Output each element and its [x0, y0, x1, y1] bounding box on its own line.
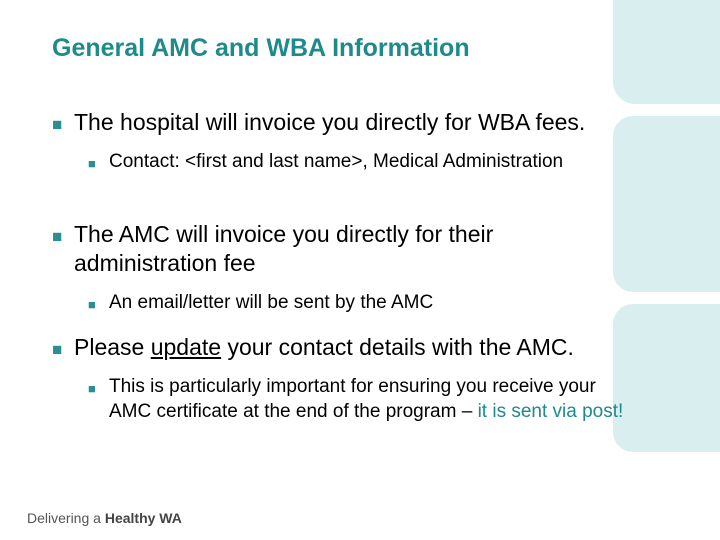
- sub-bullet-text: Contact: <first and last name>, Medical Administration: [109, 151, 564, 172]
- bullet-amc-fee: [52, 220, 634, 278]
- square-bullet-icon: ■: [88, 381, 96, 396]
- bullet-text-end: your contact details with the AMC.: [221, 334, 574, 360]
- footer-tagline: [27, 510, 182, 526]
- square-bullet-icon: ■: [52, 340, 63, 359]
- bullet-update-contact: [52, 333, 634, 362]
- bullet-wba-fees: [52, 108, 634, 137]
- slide-title: General AMC and WBA Information: [52, 34, 470, 62]
- square-bullet-icon: ■: [52, 115, 63, 134]
- sub-bullet-text: This is particularly important for ensuring you receive your AMC certificate at the end of the program –: [109, 376, 596, 422]
- square-bullet-icon: ■: [88, 156, 96, 171]
- square-bullet-icon: ■: [52, 227, 63, 246]
- sub-bullet-contact: [88, 149, 629, 174]
- bullet-text-start: Please: [74, 334, 151, 360]
- footer-emphasis: Healthy WA: [104, 510, 182, 526]
- underlined-word: update: [150, 334, 222, 360]
- bullet-text: The AMC will invoice you directly for their administration fee: [74, 221, 494, 276]
- sub-bullet-email: [88, 290, 629, 315]
- decorative-panel-top: [613, 0, 720, 104]
- bullet-text: The hospital will invoice you directly for WBA fees.: [74, 109, 586, 135]
- sub-bullet-certificate: [88, 374, 629, 424]
- footer-prefix: Delivering a: [27, 510, 105, 526]
- square-bullet-icon: ■: [88, 297, 96, 312]
- sub-bullet-text: An email/letter will be sent by the AMC: [109, 292, 434, 313]
- highlighted-text: it is sent via post!: [477, 401, 624, 422]
- decorative-panel-bottom: [613, 304, 720, 452]
